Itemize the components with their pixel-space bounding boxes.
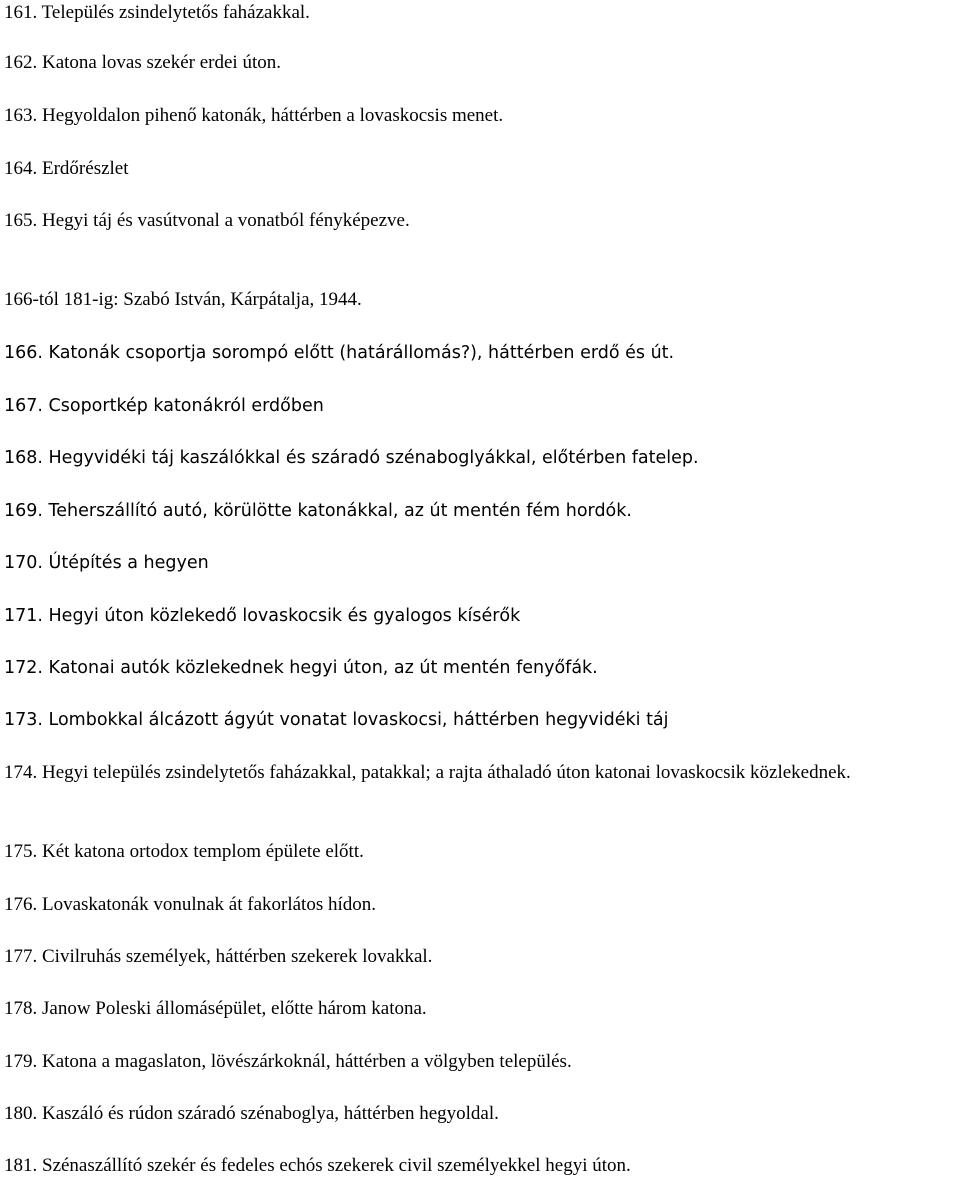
section-heading: 166-tól 181-ig: Szabó István, Kárpátalja, 1944. xyxy=(4,289,362,310)
list-item: 162. Katona lovas szekér erdei úton. xyxy=(4,52,281,73)
list-item: 177. Civilruhás személyek, háttérben szekerek lovakkal. xyxy=(4,946,433,967)
list-item: 164. Erdőrészlet xyxy=(4,158,129,179)
list-item: 161. Település zsindelytetős faházakkal. xyxy=(4,2,310,23)
list-item: 163. Hegyoldalon pihenő katonák, háttérben a lovaskocsis menet. xyxy=(4,105,504,126)
list-item: 180. Kaszáló és rúdon száradó szénaboglya, háttérben hegyoldal. xyxy=(4,1103,499,1124)
list-item: 167. Csoportkép katonákról erdőben xyxy=(4,396,324,416)
list-item: 170. Útépítés a hegyen xyxy=(4,553,209,573)
list-item: 181. Szénaszállító szekér és fedeles echós szekerek civil személyekkel hegyi úton. xyxy=(4,1155,631,1176)
list-item: 179. Katona a magaslaton, lövészárkoknál, háttérben a völgyben település. xyxy=(4,1051,572,1072)
list-item: 171. Hegyi úton közlekedő lovaskocsik és gyalogos kísérők xyxy=(4,606,521,626)
list-item: 175. Két katona ortodox templom épülete előtt. xyxy=(4,841,364,862)
list-item: 168. Hegyvidéki táj kaszálókkal és száradó szénaboglyákkal, előtérben fatelep. xyxy=(4,448,699,468)
list-item: 165. Hegyi táj és vasútvonal a vonatból fényképezve. xyxy=(4,210,410,231)
list-item: 166. Katonák csoportja sorompó előtt (határállomás?), háttérben erdő és út. xyxy=(4,343,675,363)
list-item: 172. Katonai autók közlekednek hegyi úton, az út mentén fenyőfák. xyxy=(4,658,598,678)
list-item: 178. Janow Poleski állomásépület, előtte három katona. xyxy=(4,998,427,1019)
list-item: 174. Hegyi település zsindelytetős faházakkal, patakkal; a rajta áthaladó úton katonai lovaskocsik közlekednek. xyxy=(4,762,851,783)
list-item: 176. Lovaskatonák vonulnak át fakorlátos hídon. xyxy=(4,894,377,915)
list-item: 173. Lombokkal álcázott ágyút vonatat lovaskocsi, háttérben hegyvidéki táj xyxy=(4,710,669,730)
list-item: 169. Teherszállító autó, körülötte katonákkal, az út mentén fém hordók. xyxy=(4,501,632,521)
